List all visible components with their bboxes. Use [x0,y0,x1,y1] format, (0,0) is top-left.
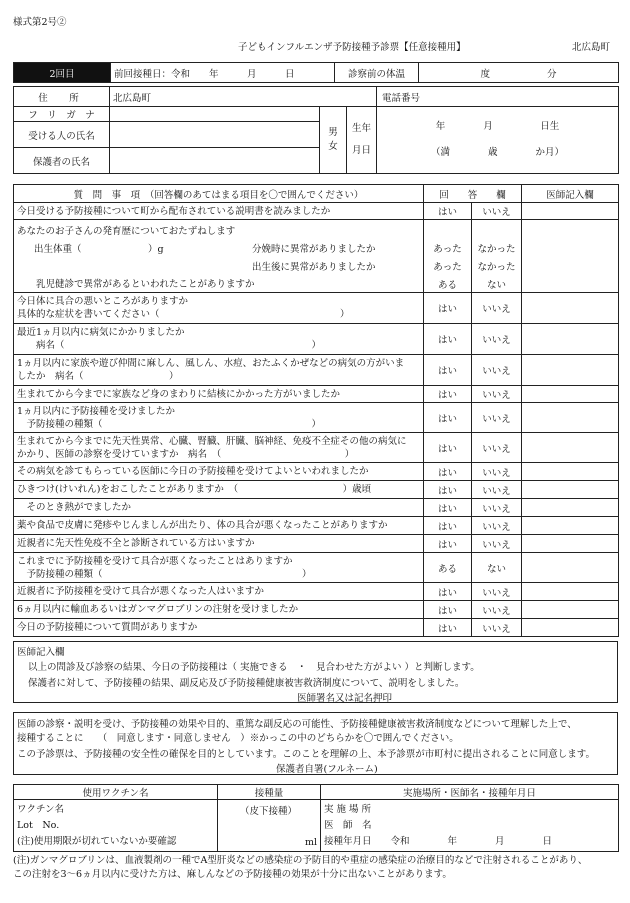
question-line: 1ヵ月以内に予防接種を受けましたか [17,405,176,417]
answer-yes[interactable]: ある [424,553,472,583]
checkup-question: 乳児健診で異常があるといわれたことがありますか [36,279,255,290]
development-history-row [14,220,619,293]
question-text [14,403,424,433]
question-row [14,619,619,637]
answers-header: 回 答 欄 [424,185,522,203]
doctor-notes-cell[interactable] [522,203,619,220]
question-row [14,517,619,535]
town-name: 北広島町 [572,42,611,53]
vaccine-table [13,784,619,852]
answer-no[interactable]: いいえ [472,386,522,403]
address-label: 住 所 [14,87,110,107]
doctor-judgment[interactable]: 以上の問診及び診察の結果、今日の予防接種は（ 実施できる ・ 見合わせた方がよい ）と判断します。 [28,662,480,673]
doctor-notes-cell[interactable] [522,619,619,637]
answer-yes[interactable]: はい [424,619,472,637]
question-row [14,601,619,619]
question-line: そのとき熱がでましたか [17,502,132,513]
answer-yes[interactable]: はい [424,481,472,499]
dose-label: 2回目 [14,63,111,83]
question-line: これまでに予防接種を受けて具合が悪くなったことはありますか [17,555,293,567]
address-field[interactable]: 北広島町 [110,87,377,107]
answer-no[interactable]: いいえ [472,355,522,386]
doctor-notes-cell[interactable] [522,517,619,535]
question-row [14,583,619,601]
question-text [14,553,424,583]
question-line: 予防接種の種類（ ） [17,568,312,580]
answer-no[interactable]: いいえ [472,535,522,553]
doctor-notes-cell[interactable] [522,601,619,619]
doctor-signature[interactable]: 医師署名又は記名押印 [297,693,393,704]
doctor-box [13,641,618,703]
question-row [14,293,619,324]
question-row [14,481,619,499]
answer-yes[interactable]: はい [424,355,472,386]
doctor-notes-cell[interactable] [522,324,619,355]
doctor-box-title: 医師記入欄 [17,647,65,658]
question-line: 今日体に具合の悪いところがありますか [17,296,189,307]
question-text [14,463,424,481]
consent-choice[interactable]: 接種することに （ 同意します・同意しません ）※かっこの中のどちらかを〇で囲んでください。 [17,733,459,744]
top-row [13,62,619,83]
answer-no[interactable]: いいえ [472,293,522,324]
consent-box [13,712,618,775]
question-text [14,499,424,517]
consent-line-1: 医師の診察・説明を受け、予防接種の効果や目的、重篤な副反応の可能性、予防接種健康被害救済制度などについて理解した上で、 [17,719,577,730]
answer-no[interactable]: いいえ [472,203,522,220]
question-line: 病名（ ） [17,340,322,351]
answer-no[interactable]: いいえ [472,619,522,637]
question-text [14,433,424,463]
doctor-notes-header: 医師記入欄 [522,185,619,203]
answer-yes[interactable]: はい [424,203,472,220]
answer-yes[interactable]: はい [424,535,472,553]
answer-yes[interactable]: はい [424,583,472,601]
doctor-notes-cell[interactable] [522,433,619,463]
temp-field[interactable]: 度 分 [419,63,619,83]
question-line: 生まれてから今までに先天性異常、心臓、腎臓、肝臓、脳神経、免疫不全症その他の病気に [17,435,407,447]
question-text [14,203,424,220]
question-text [14,481,424,499]
footnote-line-2: この注射を3～6ヵ月以内に受けた方は、麻しんなどの予防接種の効果が十分に出ないことがあります。 [13,869,452,880]
question-row [14,386,619,403]
question-line: 予防接種の種類（ ） [17,418,322,430]
answer-option[interactable]: ある [437,280,457,291]
answer-no[interactable]: いいえ [472,583,522,601]
question-line: 6ヵ月以内に輸血あるいはガンマグロブリンの注射を受けましたか [17,604,299,615]
doctor-notes-cell[interactable] [522,583,619,601]
question-text [14,601,424,619]
name-field[interactable] [110,122,320,148]
doctor-notes-cell[interactable] [522,499,619,517]
male-label: 男 [328,127,338,138]
questions-table [13,184,619,637]
answer-yes[interactable]: はい [424,601,472,619]
guardian-signature[interactable]: 保護者自署(フルネーム) [276,764,378,775]
development-answers-yes[interactable] [424,220,472,293]
answer-no[interactable]: いいえ [472,463,522,481]
question-line: 具体的な症状を書いてください（ ） [17,309,350,320]
development-intro: あなたのお子さんの発育歴についておたずねします [17,226,236,237]
question-line: 今日の予防接種について質問がありますか [17,622,198,633]
info-table [13,86,619,174]
question-line: したか 病名（ ） [17,371,179,382]
guardian-field[interactable] [110,148,320,174]
answer-no[interactable]: いいえ [472,433,522,463]
question-line: その病気を診てもらっている医師に今日の予防接種を受けてよいといわれましたか [17,466,369,477]
answer-option[interactable]: なかった [477,244,516,255]
name-label: 受ける人の氏名 [14,122,110,148]
answer-option[interactable]: あった [433,262,462,273]
temp-label: 診察前の体温 [335,63,419,83]
doctor-explanation: 保護者に対して、予防接種の結果、副反応及び予防接種健康被害救済制度について、説明をしました。 [28,678,465,689]
doctor-notes-cell[interactable] [522,535,619,553]
question-row [14,553,619,583]
question-text [14,535,424,553]
birth-label: 生年月日 [347,107,377,174]
age: （満 歳 か月） [431,147,565,158]
page-title: 子どもインフルエンザ予防接種予診票【任意接種用】 [238,42,466,53]
question-text [14,324,424,355]
question-row [14,324,619,355]
answer-no[interactable]: いいえ [472,499,522,517]
question-line: かかり、医師の診察を受けていますか 病名 （ ） [17,448,355,460]
question-row [14,203,619,220]
birth-weight-field: 出生体重（ ）g [34,244,164,255]
answer-option[interactable]: ない [487,280,507,291]
answer-option[interactable]: なかった [477,262,516,273]
phone-field[interactable] [377,87,619,107]
doctor-notes-cell[interactable] [522,355,619,386]
place-header: 実施場所・医師名・接種年月日 [321,785,619,800]
answer-yes[interactable]: はい [424,293,472,324]
footnote-line-1: (注)ガンマグロブリンは、血液製剤の一種でA型肝炎などの感染症の予防目的や重症の感染症の治療目的などで注射されることがあり、 [13,855,588,866]
doctor-notes-cell[interactable] [522,293,619,324]
answer-yes[interactable]: はい [424,386,472,403]
question-line: 最近1ヵ月以内に病気にかかりましたか [17,327,185,338]
vaccine-name-field[interactable]: ワクチン名 Lot No. (注)使用期限が切れていないか要確認 [14,800,218,852]
questions-header: 質 問 事 項 （回答欄のあてはまる項目を〇で囲んでください） [14,185,424,203]
answer-no[interactable]: いいえ [472,601,522,619]
dose-amount-header: 接種量 [218,785,321,800]
answer-no[interactable]: いいえ [472,403,522,433]
question-row [14,535,619,553]
question-row [14,433,619,463]
answer-yes[interactable]: はい [424,433,472,463]
answer-yes[interactable]: はい [424,499,472,517]
question-row [14,355,619,386]
form-number: 様式第2号② [13,17,67,28]
sex-field[interactable] [320,107,347,174]
answer-yes[interactable]: はい [424,517,472,535]
doctor-notes-cell[interactable] [522,463,619,481]
doctor-notes-cell[interactable] [522,553,619,583]
answer-no[interactable]: いいえ [472,517,522,535]
furigana-field[interactable] [110,107,320,122]
answer-option[interactable]: あった [433,244,462,255]
answer-yes[interactable]: はい [424,324,472,355]
development-history [14,220,424,293]
question-row [14,403,619,433]
prev-date-field[interactable]: 前回接種日：令和 年 月 日 [111,63,335,83]
question-line: 1ヵ月以内に家族や遊び仲間に麻しん、風しん、水痘、おたふくかぜなどの病気の方がいま [17,358,405,369]
doctor-notes-cell[interactable] [522,403,619,433]
question-text [14,355,424,386]
place-field[interactable]: 実 施 場 所 医 師 名 接種年月日 令和 年 月 日 [321,800,619,852]
question-text [14,293,424,324]
question-text [14,583,424,601]
answer-no[interactable]: いいえ [472,324,522,355]
dose-amount-field[interactable]: （皮下接種） ml [218,800,321,852]
question-line: 近親者に先天性免疫不全と診断されている方はいますか [17,538,255,549]
doctor-notes-cell[interactable] [522,481,619,499]
guardian-label: 保護者の氏名 [14,148,110,174]
answer-no[interactable]: ない [472,553,522,583]
question-line: ひきつけ(けいれん)をおこしたことがありますか （ ）歳頃 [17,484,372,495]
question-row [14,463,619,481]
answer-yes[interactable]: はい [424,403,472,433]
answer-no[interactable]: いいえ [472,481,522,499]
question-text [14,386,424,403]
consent-line-3: この予診票は、予防接種の安全性の確保を目的としています。このことを理解の上、本予診票が市町村に提出されることに同意します。 [17,749,595,760]
delivery-question: 分娩時に異常がありましたか [252,244,376,255]
birth-date-field[interactable] [377,107,619,174]
phone-label: 電話番号 [382,92,421,104]
question-line: 薬や食品で皮膚に発疹やじんましんが出たり、体の具合が悪くなったことがありますか [17,520,388,531]
furigana-label: フ リ ガ ナ [14,107,110,122]
question-line: 生まれてから今までに家族など身のまわりに結核にかかった方がいましたか [17,388,341,400]
question-line: 近親者に予防接種を受けて具合が悪くなった人はいますか [17,586,265,597]
question-row [14,499,619,517]
question-text [14,619,424,637]
birth-date: 年 月 日生 [435,121,560,132]
question-text [14,517,424,535]
question-line: 今日受ける予防接種について町から配布されている説明書を読みましたか [17,205,331,217]
development-answers-no[interactable] [472,220,522,293]
doctor-notes-cell[interactable] [522,386,619,403]
vaccine-name-header: 使用ワクチン名 [14,785,218,800]
after-birth-question: 出生後に異常がありましたか [252,262,376,273]
female-label: 女 [328,141,338,152]
doctor-notes-cell[interactable] [522,220,619,293]
answer-yes[interactable]: はい [424,463,472,481]
